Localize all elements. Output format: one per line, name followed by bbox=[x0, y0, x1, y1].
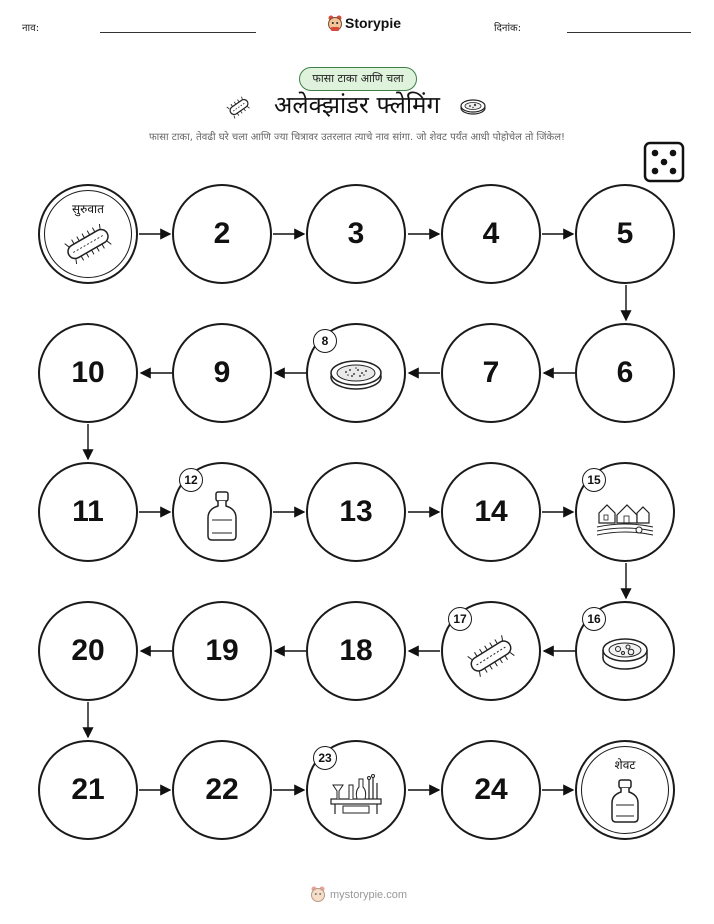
cell-tag-8: 8 bbox=[313, 329, 337, 353]
instructions-text: फासा टाका, तेवढी घरे चला आणि ज्या चित्रावर उतरलात त्याचे नाव सांगा. जो शेवट पर्यंत आधी पोहोचेल तो जिंकेल! bbox=[148, 132, 566, 143]
farm-icon bbox=[595, 493, 655, 539]
game-type-badge: फासा टाका आणि चला bbox=[299, 67, 417, 91]
board-cell-end[interactable] bbox=[575, 740, 675, 840]
cell-number: 14 bbox=[474, 495, 508, 528]
cell-number: 18 bbox=[339, 634, 373, 667]
board-cell-7[interactable] bbox=[441, 323, 541, 423]
footer-site[interactable]: mystorypie.com bbox=[330, 889, 408, 901]
cell-number: 13 bbox=[339, 495, 373, 528]
cell-number: 10 bbox=[71, 356, 105, 389]
board-cell-21[interactable] bbox=[38, 740, 138, 840]
board-cell-24[interactable] bbox=[441, 740, 541, 840]
name-label: नाव: bbox=[22, 23, 40, 34]
board-cell-6[interactable] bbox=[575, 323, 675, 423]
board-cell-22[interactable] bbox=[172, 740, 272, 840]
board-cell-14[interactable] bbox=[441, 462, 541, 562]
cell-number: 19 bbox=[205, 634, 239, 667]
cell-tag-23: 23 bbox=[313, 746, 337, 770]
end-label: शेवट bbox=[614, 758, 636, 772]
board-cell-18[interactable] bbox=[306, 601, 406, 701]
cell-number: 4 bbox=[482, 217, 500, 250]
cell-number: 3 bbox=[347, 217, 365, 250]
cell-tag-16: 16 bbox=[582, 607, 606, 631]
board-cell-9[interactable] bbox=[172, 323, 272, 423]
petri-dish-culture-icon bbox=[600, 634, 650, 674]
cell-number: 21 bbox=[71, 773, 105, 806]
board-cell-3[interactable] bbox=[306, 184, 406, 284]
board-cell-start[interactable] bbox=[38, 184, 138, 284]
cell-number: 6 bbox=[616, 356, 634, 389]
cell-number: 7 bbox=[482, 356, 500, 389]
cell-number: 11 bbox=[72, 495, 104, 528]
cell-tag-12: 12 bbox=[179, 468, 203, 492]
cell-number: 22 bbox=[205, 773, 239, 806]
medicine-bottle-icon bbox=[202, 488, 242, 544]
cell-number: 24 bbox=[474, 773, 508, 806]
start-label: सुरुवात bbox=[72, 202, 104, 216]
cell-number: 20 bbox=[71, 634, 105, 667]
board-cell-10[interactable] bbox=[38, 323, 138, 423]
board-cell-13[interactable] bbox=[306, 462, 406, 562]
brand-name: Storypie bbox=[345, 15, 402, 31]
board-cell-20[interactable] bbox=[38, 601, 138, 701]
board-cell-19[interactable] bbox=[172, 601, 272, 701]
board-cell-11[interactable] bbox=[38, 462, 138, 562]
cell-number: 9 bbox=[213, 356, 231, 389]
cell-tag-17: 17 bbox=[448, 607, 472, 631]
board-cell-4[interactable] bbox=[441, 184, 541, 284]
footer-logo-icon bbox=[309, 885, 327, 903]
board-cell-2[interactable] bbox=[172, 184, 272, 284]
cell-tag-15: 15 bbox=[582, 468, 606, 492]
petri-dish-icon bbox=[328, 353, 384, 393]
cell-number: 2 bbox=[213, 217, 231, 250]
cell-number: 5 bbox=[616, 217, 634, 250]
bacterium-icon bbox=[460, 631, 522, 681]
page-title: अलेक्झांडर फ्लेमिंग bbox=[274, 91, 440, 119]
board-cell-5[interactable] bbox=[575, 184, 675, 284]
date-label: दिनांक: bbox=[494, 23, 522, 34]
laboratory-icon bbox=[327, 769, 385, 817]
